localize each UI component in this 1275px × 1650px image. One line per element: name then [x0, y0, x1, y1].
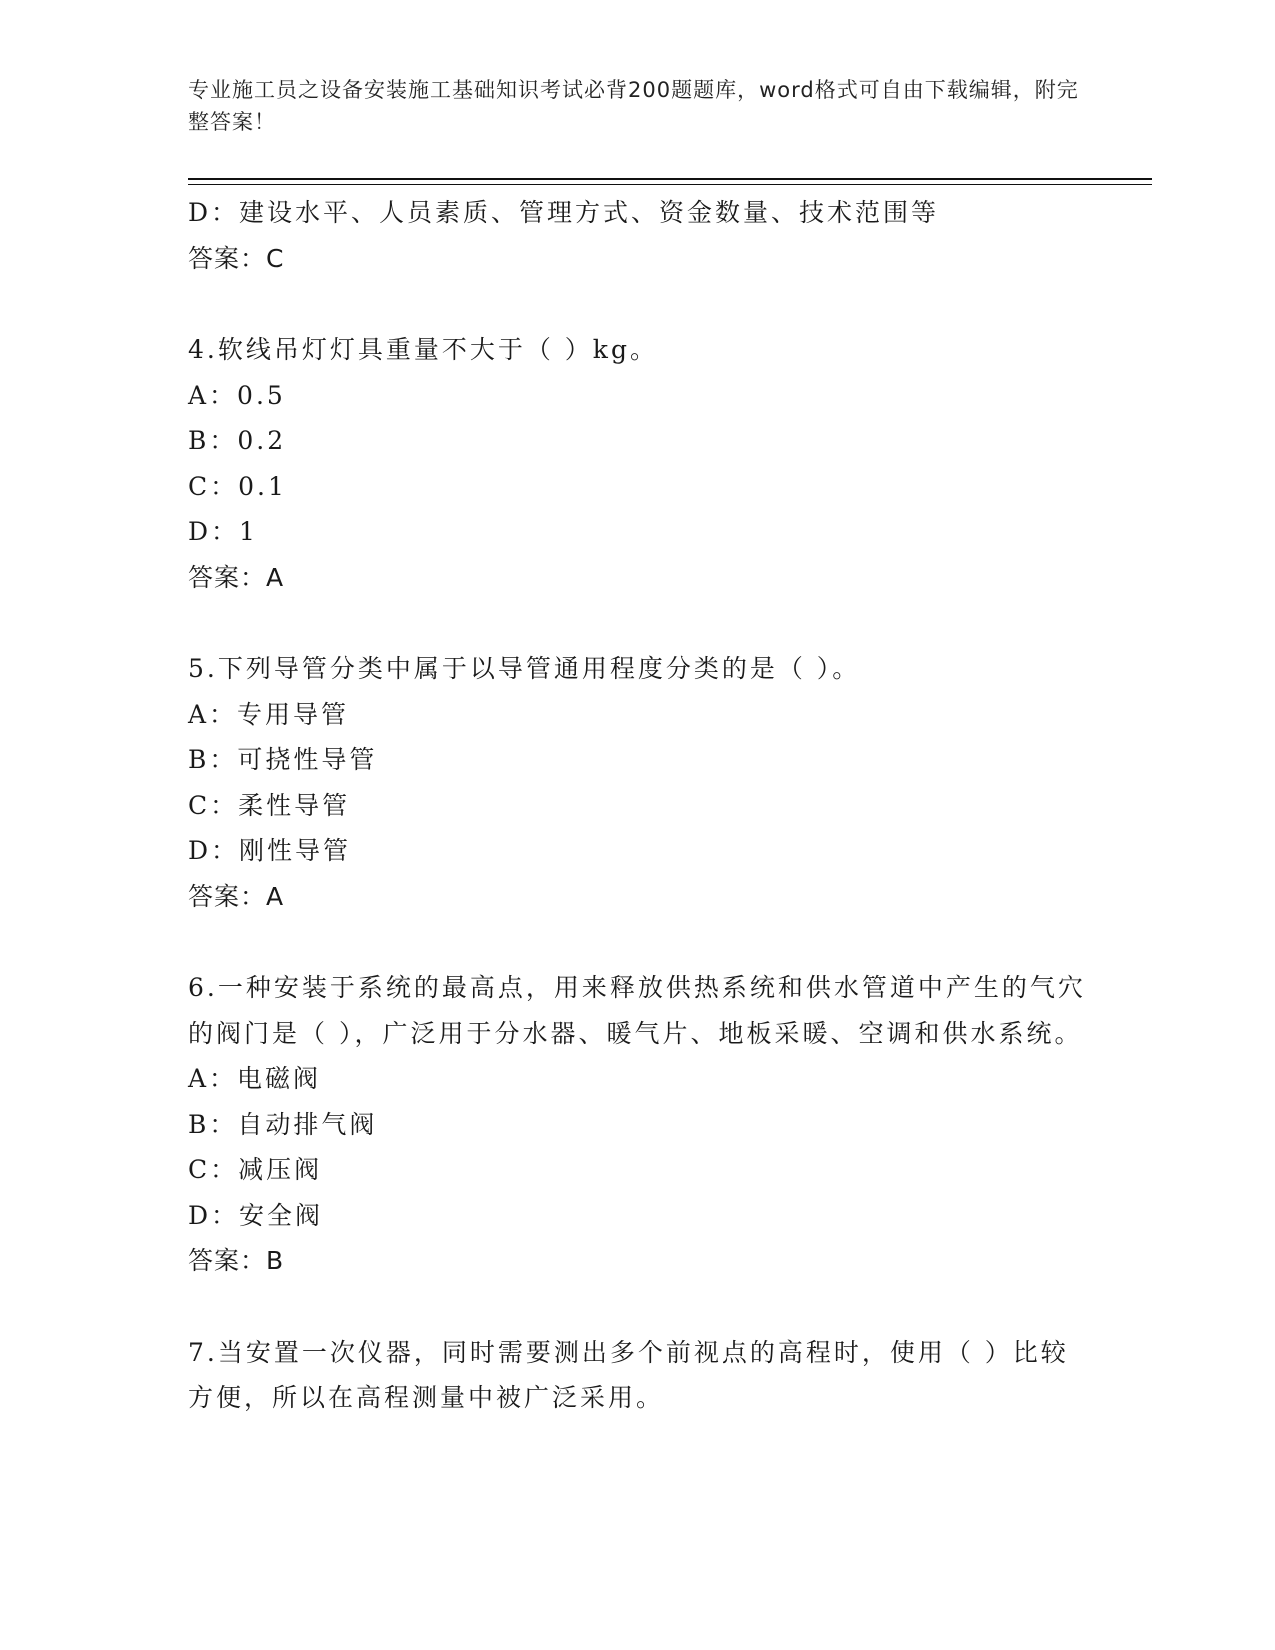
q4-question: 4.软线吊灯灯具重量不大于（ ）kg。	[188, 335, 658, 364]
q6-option-c: C：减压阀	[188, 1155, 323, 1184]
prev-option-d: D：建设水平、人员素质、管理方式、资金数量、技术范围等	[188, 198, 940, 227]
q6-answer: 答案：B	[188, 1246, 285, 1275]
q5-answer: 答案：A	[188, 881, 285, 911]
q4-option-b: B：0.2	[188, 426, 287, 455]
header-divider-thin	[188, 184, 1152, 185]
q7-question: 7.当安置一次仪器，同时需要测出多个前视点的高程时，使用（ ）比较方便，所以在高程测量中被广泛采用。	[188, 1337, 1069, 1412]
q6-option-a: A：电磁阀	[188, 1064, 322, 1093]
q6-question: 6.一种安装于系统的最高点，用来释放供热系统和供水管道中产生的气穴的阀门是（ ），广泛用于分水器、暖气片、地板采暖、空调和供水系统。	[188, 973, 1086, 1048]
q5-option-d: D：刚性导管	[188, 836, 352, 865]
q6-option-b: B：自动排气阀	[188, 1109, 378, 1139]
q4-option-a: A：0.5	[188, 380, 286, 410]
q4-option-c: C：0.1	[188, 471, 287, 501]
document-header: 专业施工员之设备安装施工基础知识考试必背200题题库，word格式可自由下载编辑，附完整答案！	[188, 78, 1079, 134]
q5-option-b: B：可挠性导管	[188, 745, 378, 774]
q6-option-d: D：安全阀	[188, 1200, 324, 1230]
q4-option-d: D：1	[188, 517, 258, 546]
document-body	[188, 190, 1088, 1421]
q5-question: 5.下列导管分类中属于以导管通用程度分类的是（ ）。	[188, 654, 861, 683]
prev-answer: 答案：C	[188, 243, 285, 273]
q5-option-a: A：专用导管	[188, 699, 350, 729]
q5-option-c: C：柔性导管	[188, 790, 351, 820]
header-divider-thick	[188, 178, 1152, 180]
q4-answer: 答案：A	[188, 562, 285, 592]
